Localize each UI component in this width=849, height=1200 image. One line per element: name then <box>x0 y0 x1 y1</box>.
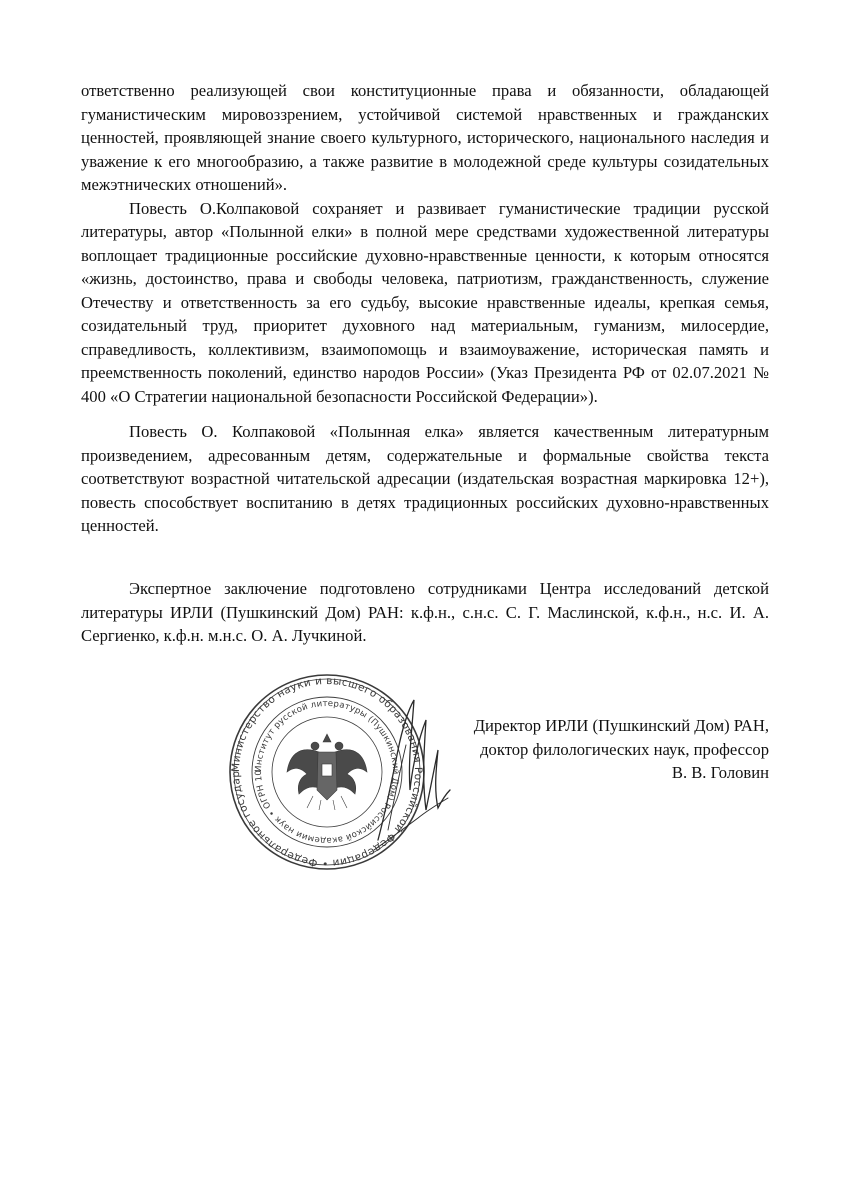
signatory-title: Директор ИРЛИ (Пушкинский Дом) РАН, <box>473 716 769 735</box>
signatory-degree: доктор филологических наук, профессор <box>480 739 769 759</box>
paragraph-conclusion: Повесть О. Колпаковой «Полынная елка» является качественным литературным произведением, адресованным детям, содержательные и формальные свойства текста соответствуют возрастной читательской адресации (издательская возрастная маркировка 12+), повесть способствует воспитанию в детях традиционных российских духовно-нравственных ценностей. <box>81 422 769 535</box>
svg-text:Институт русской литературы (П: Институт русской литературы (Пушкинский Дом) Российской академии наук • ОГРН 10 <box>253 698 401 846</box>
paragraph-authors: Экспертное заключение подготовлено сотрудниками Центра исследований детской литературы ИРЛИ (Пушкинский Дом) РАН: к.ф.н., с.н.с. С. Г. Маслинской, к.ф.н., н.с. И. А. Сергиенко, к.ф.н. м.н.с. О. А. Лучкиной. <box>81 579 769 645</box>
text-block-main <box>81 79 769 408</box>
signatory-name: В. В. Головин <box>671 763 769 782</box>
paragraph-traditions: Повесть О.Колпаковой сохраняет и развивает гуманистические традиции русской литературы, автор «Полынной елки» в полной мере средствами художественной литературы воплощает традиционные российские духовно-нравственные ценности, к которым относятся «жизнь, достоинство, права и свободы человека, патриотизм, гражданственность, служение Отечеству и ответственность за его судьбу, высокие нравственные идеалы, крепкая семья, созидательный труд, приоритет духовного над материальным, гуманизм, милосердие, справедливость, коллективизм, взаимопомощь и взаимоуважение, историческая память и преемственность поколений, единство народов России» (Указ Президента РФ от 02.07.2021 № 400 «О Стратегии национальной безопасности Российской Федерации»). <box>81 198 769 406</box>
paragraph-continuation: ответственно реализующей свои конституционные права и обязанности, обладающей гуманистическим мировоззрением, устойчивой системой нравственных и гражданских ценностей, проявляющей знание своего культурного, исторического, национального наследия и уважение к его многообразию, а также развитие в молодежной среде культуры созидательных межэтнических отношений». <box>81 81 769 194</box>
signature-block <box>439 714 769 785</box>
text-block-authors <box>81 577 769 648</box>
text-block-conclusion <box>81 420 769 538</box>
svg-text:Министерство науки и высшего о: Министерство науки и высшего образования Российской Федерации • Федеральное государ <box>229 674 425 870</box>
